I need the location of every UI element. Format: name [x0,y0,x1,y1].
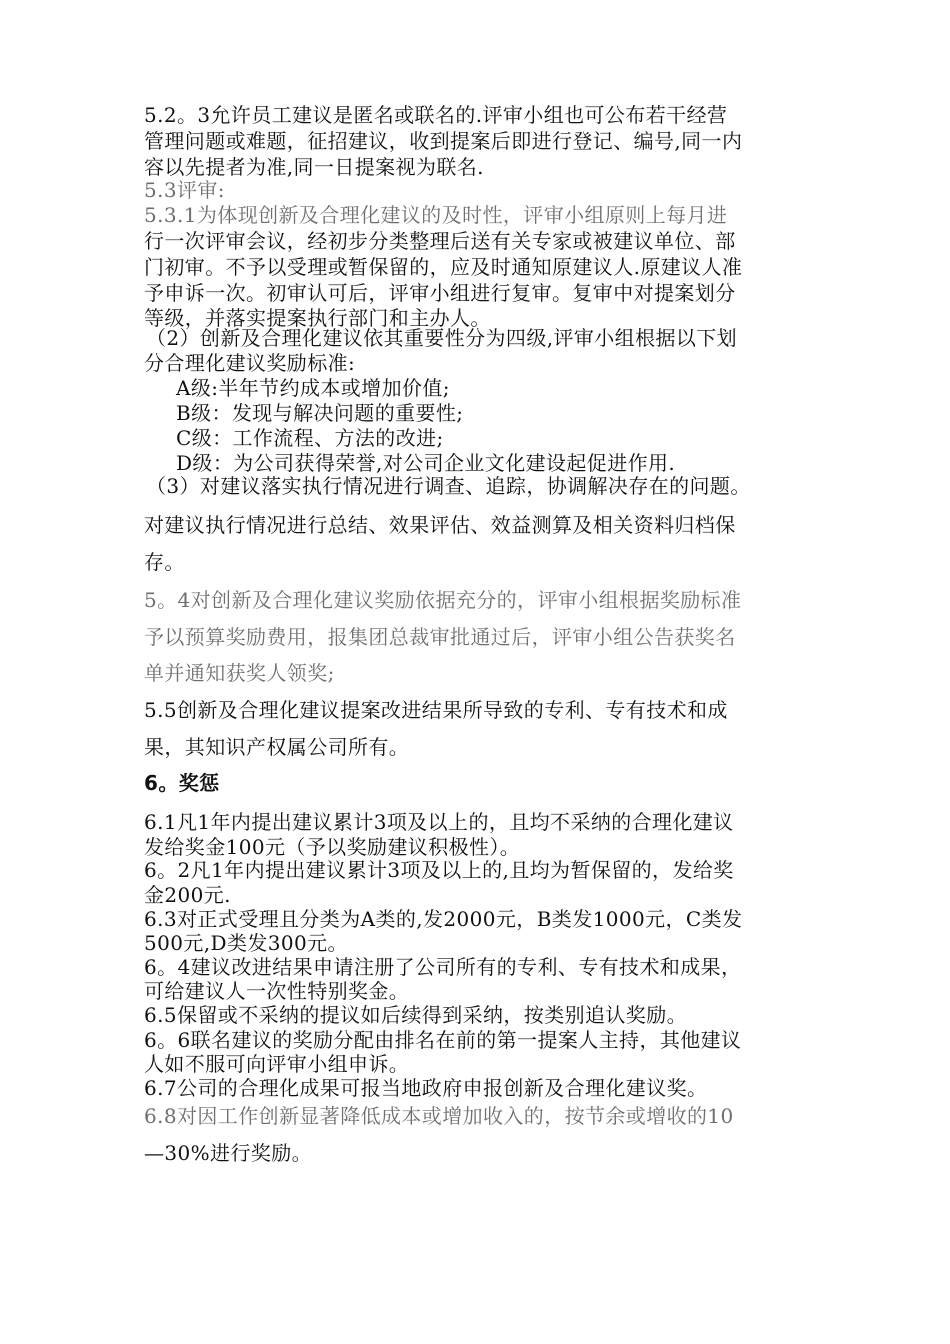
text-line: 可给建议人一次性特别奖金。 [144,979,410,1003]
grade-item: A级:半年节约成本或增加价值; [176,376,450,400]
text-line: 发给奖金100元（予以奖励建议积极性）。 [144,835,521,859]
text-line: 5。4对创新及合理化建议奖励依据充分的，评审小组根据奖励标准 [144,588,742,612]
grade-item: C级：工作流程、方法的改进; [176,426,444,450]
text-line: 予以预算奖励费用，报集团总裁审批通过后，评审小组公告获奖名 [144,625,736,649]
text-line: 6。6联名建议的奖励分配由排名在前的第一提案人主持，其他建议 [144,1028,742,1052]
text-line: 予申诉一次。初审认可后，评审小组进行复审。复审中对提案划分 [144,281,736,305]
text-line: 门初审。不予以受理或暂保留的，应及时通知原建议人.原建议人准 [144,255,743,279]
grade-item: B级：发现与解决问题的重要性; [176,401,464,425]
text-line: 6.7公司的合理化成果可报当地政府申报创新及合理化建议奖。 [144,1076,708,1100]
text-line: 6.5保留或不采纳的提议如后续得到采纳，按类别追认奖励。 [144,1003,688,1027]
grade-item: D级：为公司获得荣誉,对公司企业文化建设起促进作用. [176,451,676,475]
text-line: 6.3对正式受理且分类为A类的,发2000元，B类发1000元，C类发 [144,907,743,931]
text-line: 管理问题或难题，征招建议，收到提案后即进行登记、编号,同一内 [144,129,743,153]
text-line: 500元,D类发300元。 [144,931,348,955]
text-line: 行一次评审会议，经初步分类整理后送有关专家或被建议单位、部 [144,229,736,253]
text-line: 5.5创新及合理化建议提案改进结果所导致的专利、专有技术和成 [144,698,728,722]
text-line: 6。4建议改进结果申请注册了公司所有的专利、专有技术和成果， [144,955,742,979]
text-line: 6.1凡1年内提出建议累计3项及以上的，且均不采纳的合理化建议 [144,810,734,834]
text-line: 6。2凡1年内提出建议累计3项及以上的,且均为暂保留的，发给奖 [144,858,734,882]
text-line: （2）创新及合理化建议依其重要性分为四级,评审小组根据以下划 [146,326,738,350]
text-line: 6.8对因工作创新显著降低成本或增加收入的，按节余或增收的10 [144,1104,734,1128]
text-line: —30%进行奖励。 [144,1141,313,1165]
text-line: 果，其知识产权属公司所有。 [144,735,410,759]
text-line: 单并通知获奖人领奖; [144,661,335,685]
text-line: 金200元. [144,883,231,907]
text-line: 5.3.1为体现创新及合理化建议的及时性，评审小组原则上每月进 [144,203,728,227]
text-line: 存。 [144,550,185,574]
text-line: 5.3评审: [144,178,225,202]
text-line: 容以先提者为准,同一日提案视为联名. [144,155,484,179]
text-line: 人如不服可向评审小组申诉。 [144,1052,410,1076]
section-heading: 6。奖惩 [144,771,220,795]
text-line: 对建议执行情况进行总结、效果评估、效益测算及相关资料归档保 [144,513,736,537]
text-line: （3）对建议落实执行情况进行调查、追踪，协调解决存在的问题。 [146,474,751,498]
text-line: 5.2。3允许员工建议是匿名或联名的.评审小组也可公布若干经营 [144,103,728,127]
text-line: 等级，并落实提案执行部门和主办人。 [144,306,491,330]
text-line: 分合理化建议奖励标准: [144,351,356,375]
